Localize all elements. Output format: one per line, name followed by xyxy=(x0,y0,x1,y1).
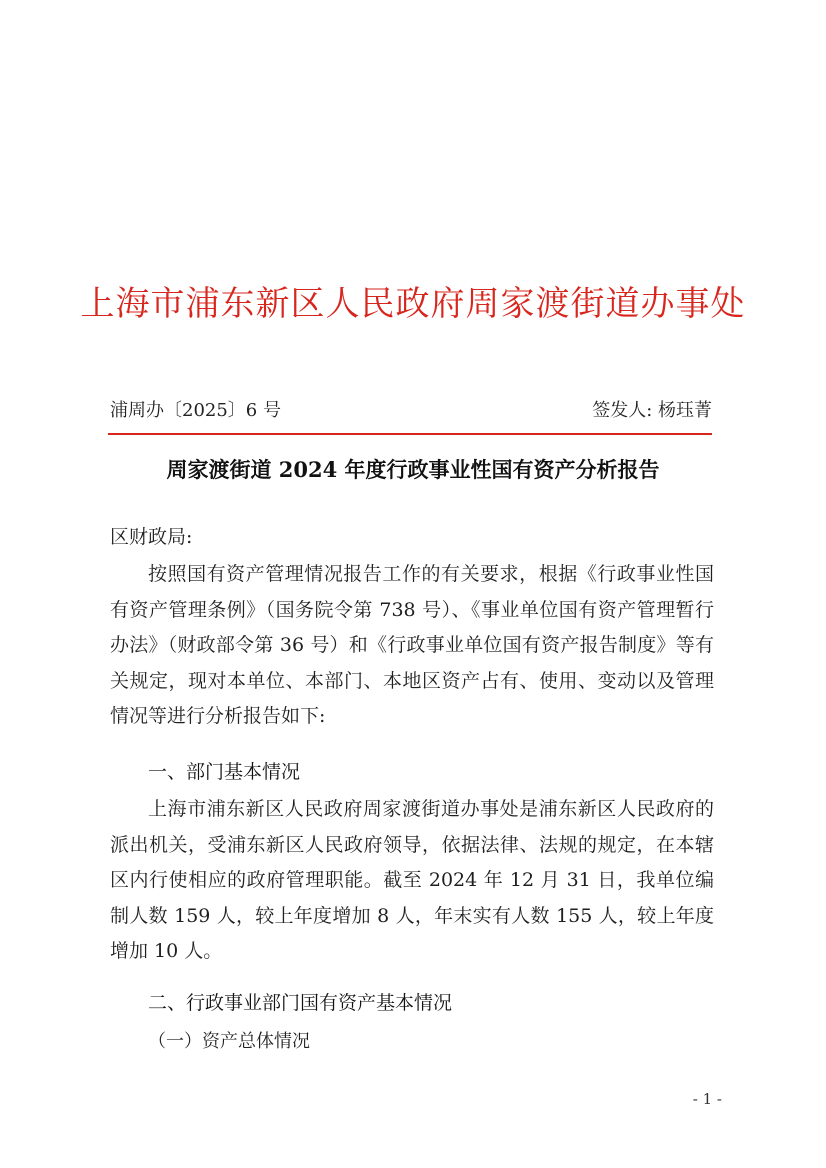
document-number: 浦周办〔2025〕6 号 xyxy=(110,400,281,421)
signer: 签发人: 杨珏菁 xyxy=(592,400,712,421)
intro-paragraph: 按照国有资产管理情况报告工作的有关要求，根据《行政事业性国有资产管理条例》（国务院令第 738 号）、《事业单位国有资产管理暂行办法》（财政部令第 36 号）和《行政事业单位国有资产报告制度》等有关规定，现对本单位、本部门、本地区资产占有、使用、变动以及管理情况等进行分析报告如下: xyxy=(110,563,714,728)
subsection-heading-asset-overview: （一）资产总体情况 xyxy=(148,1031,310,1052)
red-divider-line xyxy=(108,433,712,435)
addressee: 区财政局: xyxy=(110,526,193,548)
section-heading-department-overview: 一、部门基本情况 xyxy=(148,761,301,783)
page-number: - 1 - xyxy=(692,1090,722,1108)
letterhead-organization: 上海市浦东新区人民政府周家渡街道办事处 xyxy=(80,284,746,324)
section-heading-state-assets: 二、行政事业部门国有资产基本情况 xyxy=(148,992,453,1014)
department-overview-paragraph: 上海市浦东新区人民政府周家渡街道办事处是浦东新区人民政府的派出机关，受浦东新区人民政府领导，依据法律、法规的规定，在本辖区内行使相应的政府管理职能。截至 2024 年 12 月 31 日，我单位编制人数 159 人，较上年度增加 8 人，年末实有人数 155 人，较上年度增加 10 人。 xyxy=(110,798,714,963)
report-title: 周家渡街道 2024 年度行政事业性国有资产分析报告 xyxy=(166,457,660,482)
